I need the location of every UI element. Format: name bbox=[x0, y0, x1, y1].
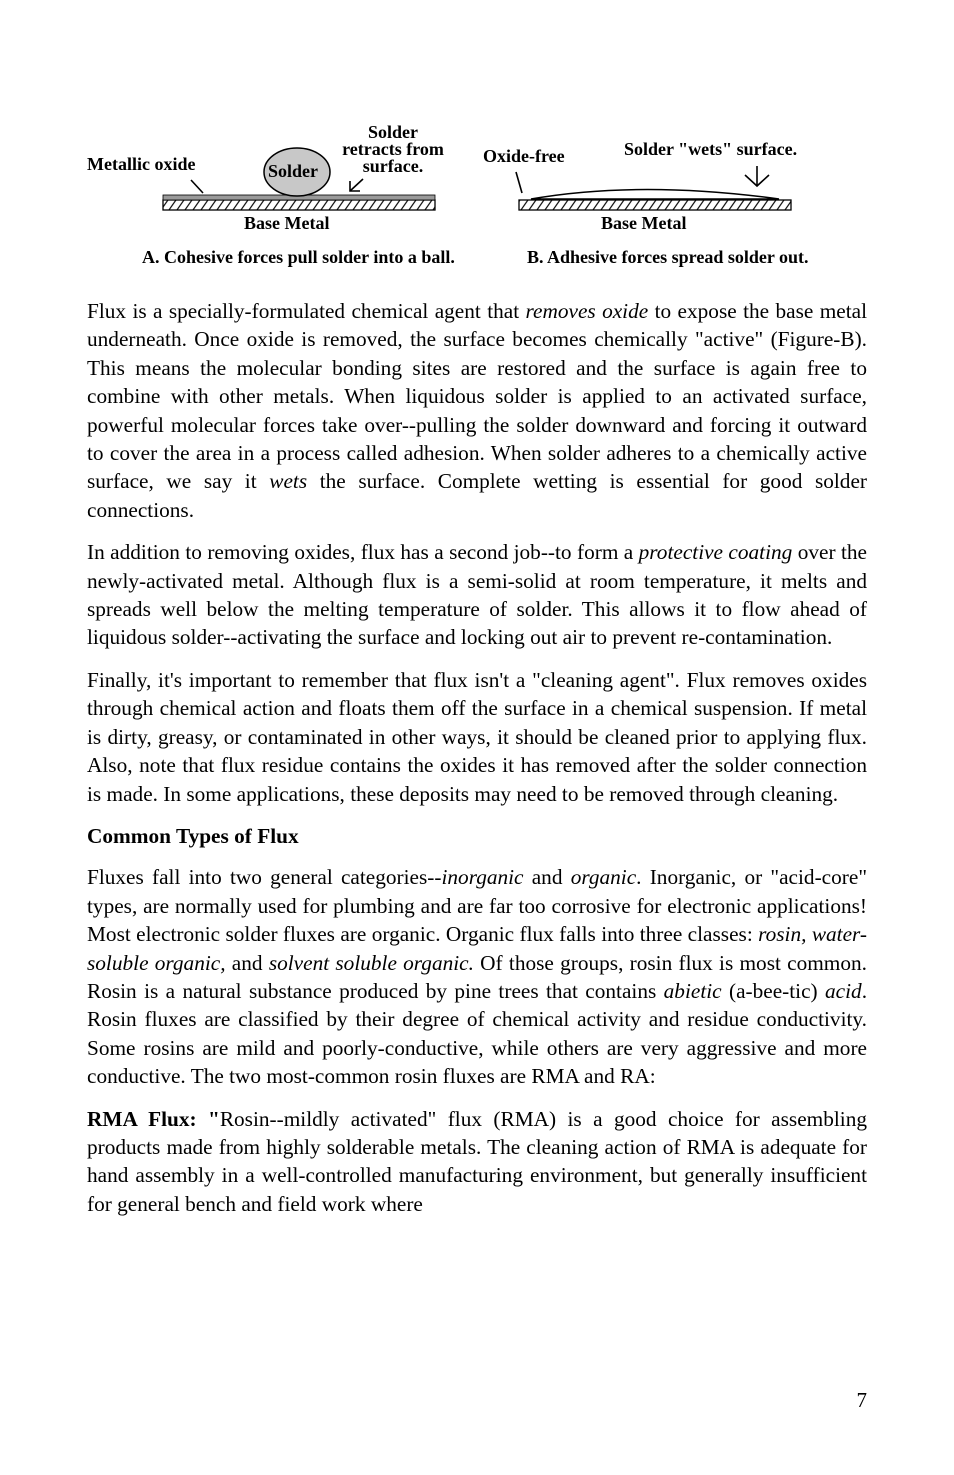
page-number: 7 bbox=[856, 1388, 867, 1412]
wets-label: Solder "wets" surface. bbox=[624, 139, 798, 159]
paragraph-flux-categories: Fluxes fall into two general categories--inorganic and organic. Inorganic, or "acid-core" types, are normally used for plumbing and are far too corrosive for electronic applications! Most electronic solder fluxes are organic. Organic flux falls into three classes: rosin, water-soluble organic, and solvent soluble organic. Of those groups, rosin flux is most common. Rosin is a natural substance produced by pine trees that contains abietic (a-bee-tic) acid. Rosin fluxes are classified by their degree of chemical activity and residue conductivity. Some rosins are mild and poorly-conductive, while others are very aggressive and more conductive. The two most-common rosin fluxes are RMA and RA: bbox=[87, 865, 868, 1089]
base-metal-label-b: Base Metal bbox=[601, 213, 687, 233]
base-metal-label-a: Base Metal bbox=[244, 213, 330, 233]
retract-label bbox=[332, 124, 454, 175]
paragraph-flux-definition: Flux is a specially-formulated chemical agent that removes oxide to expose the base metal underneath. Once oxide is removed, the surface becomes chemically "active" (Figure-B). This means the molecular bonding sites are restored and the surface is again free to combine with other metals. When liquidous solder is applied to an activated surface, powerful molecular forces take over--pulling the solder downward and forcing it outward to cover the area in a process called adhesion. When solder adheres to a chemically active surface, we say it wets the surface. Complete wetting is essential for good solder connections. bbox=[87, 299, 868, 522]
base-metal-a bbox=[163, 200, 435, 210]
oxide-pointer bbox=[191, 180, 203, 193]
retract-label-line1: Solder bbox=[367, 122, 418, 142]
solder-label: Solder bbox=[268, 161, 319, 181]
caption-b: B. Adhesive forces spread solder out. bbox=[527, 247, 809, 267]
paragraph-protective-coating: In addition to removing oxides, flux has a second job--to form a protective coating over the newly-activated metal. Although flux is a semi-solid at room temperature, it melts and spreads well below the melting temperature of solder. This allows it to flow ahead of liquidous solder--activating the surface and locking out air to prevent re-contamination. bbox=[87, 540, 867, 650]
paragraph-rma-flux: RMA Flux: "Rosin--mildly activated" flux (RMA) is a good choice for assembling products made from highly solderable metals. The cleaning action of RMA is adequate for hand assembly in a well-controlled manufacturing environment, but generally insufficient for general bench and field work where bbox=[87, 1106, 867, 1216]
section-heading: Common Types of Flux bbox=[87, 823, 299, 848]
paragraph-not-cleaning-agent: Finally, it's important to remember that flux isn't a "cleaning agent". Flux removes oxides through chemical action and floats them off the surface in a chemical suspension. If metal is dirty, greasy, or contaminated in other ways, it should be cleaned prior to applying flux. Also, note that flux residue contains the oxides it has removed after the solder connection is made. In some applications, these deposits may need to be removed through cleaning. bbox=[87, 667, 867, 806]
caption-a: A. Cohesive forces pull solder into a ball. bbox=[142, 247, 455, 267]
oxide-free-label: Oxide-free bbox=[483, 146, 565, 166]
base-metal-b bbox=[519, 200, 791, 210]
oxide-free-pointer bbox=[516, 172, 522, 193]
retract-label-line3: surface. bbox=[362, 156, 424, 176]
solder-wetting-figure bbox=[0, 0, 954, 290]
wetted-solder bbox=[531, 190, 779, 200]
retract-arrow-shaft bbox=[350, 179, 363, 191]
rma-flux-label: RMA Flux: " bbox=[87, 1106, 220, 1131]
retract-label-line2: retracts from bbox=[342, 139, 444, 159]
metallic-oxide-label: Metallic oxide bbox=[87, 154, 196, 174]
body-text bbox=[87, 297, 867, 1232]
